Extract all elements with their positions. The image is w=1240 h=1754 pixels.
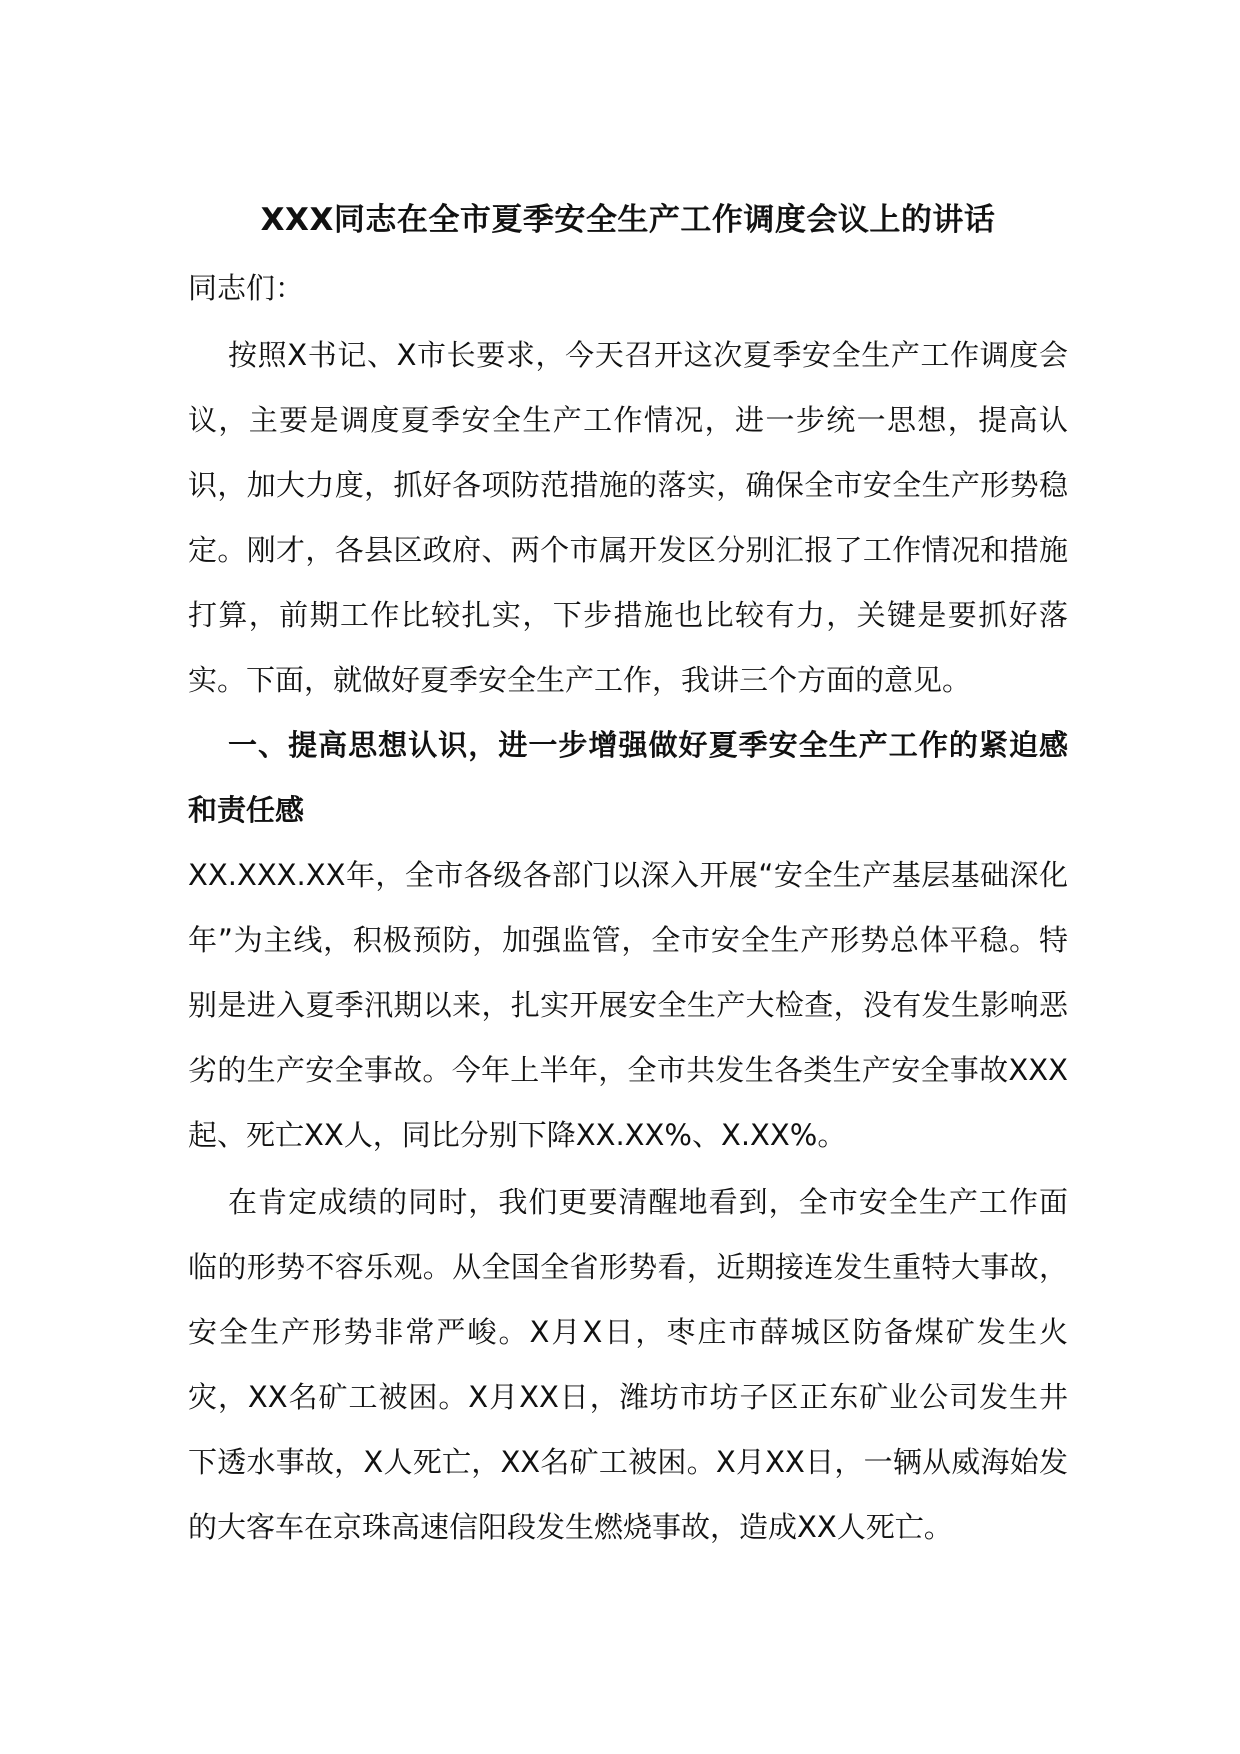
salutation: 同志们： (188, 271, 305, 305)
document-page (188, 190, 1068, 1560)
section-heading-1: 一、提高思想认识，进一步增强做好夏季安全生产工作的紧迫感和责任感 (188, 728, 1068, 827)
section1-paragraph-2: 在肯定成绩的同时，我们更要清醒地看到，全市安全生产工作面临的形势不容乐观。从全国全省形势看，近期接连发生重特大事故，安全生产形势非常严峻。X月X日，枣庄市薛城区防备煤矿发生火灾，XX名矿工被困。X月XX日，潍坊市坊子区正东矿业公司发生井下透水事故，X人死亡，XX名矿工被困。X月XX日，一辆从威海始发的大客车在京珠高速信阳段发生燃烧事故，造成XX人死亡。 (188, 1185, 1068, 1544)
document-title: XXX同志在全市夏季安全生产工作调度会议上的讲话 (260, 202, 996, 238)
section1-paragraph-1: XX.XXX.XX年，全市各级各部门以深入开展“安全生产基层基础深化年”为主线，积极预防，加强监管，全市安全生产形势总体平稳。特别是进入夏季汛期以来，扎实开展安全生产大检查，没有发生影响恶劣的生产安全事故。今年上半年，全市共发生各类生产安全事故XXX起、死亡XX人，同比分别下降XX.XX%、X.XX%。 (188, 858, 1068, 1152)
intro-paragraph: 按照X书记、X市长要求，今天召开这次夏季安全生产工作调度会议，主要是调度夏季安全生产工作情况，进一步统一思想，提高认识，加大力度，抓好各项防范措施的落实，确保全市安全生产形势稳定。刚才，各县区政府、两个市属开发区分别汇报了工作情况和措施打算，前期工作比较扎实，下步措施也比较有力，关键是要抓好落实。下面，就做好夏季安全生产工作，我讲三个方面的意见。 (188, 338, 1068, 697)
